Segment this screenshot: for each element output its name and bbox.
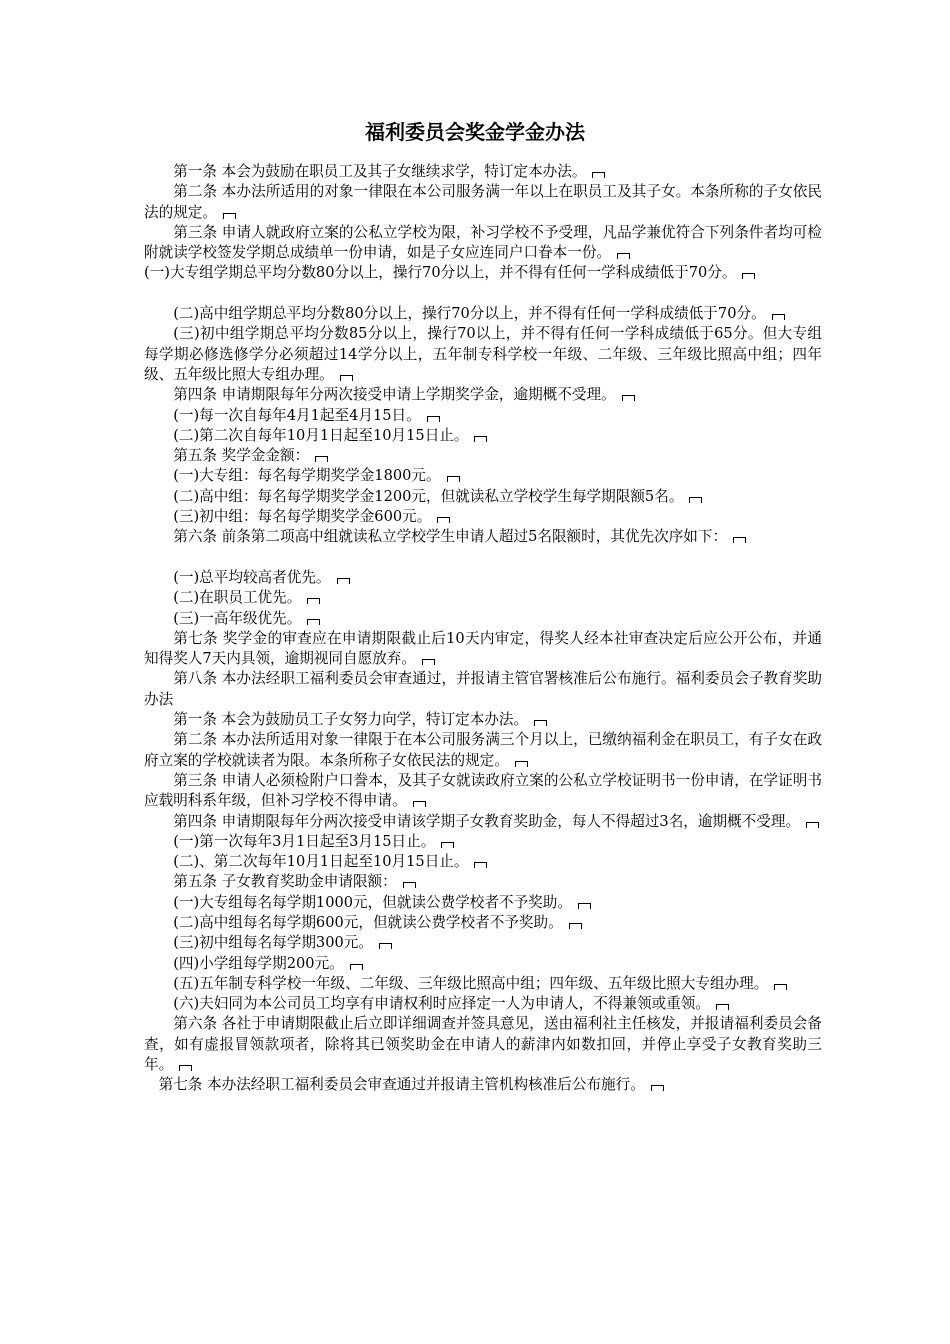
paragraph-text: 第一条 本会为鼓励在职员工及其子女继续求学，特订定本办法。 — [173, 163, 587, 180]
line-break-mark-icon — [716, 1004, 729, 1010]
paragraph — [144, 527, 822, 547]
line-break-mark-icon — [733, 537, 746, 543]
paragraph — [144, 588, 822, 608]
line-break-mark-icon — [806, 822, 819, 828]
line-break-mark-icon — [772, 314, 785, 320]
line-break-mark-icon — [447, 476, 460, 482]
paragraph — [144, 487, 822, 507]
line-break-mark-icon — [474, 862, 487, 868]
line-break-mark-icon — [617, 253, 630, 259]
line-break-mark-icon — [569, 923, 582, 929]
paragraph — [144, 182, 822, 223]
line-break-mark-icon — [340, 375, 353, 381]
line-break-mark-icon — [592, 172, 605, 178]
paragraph — [144, 304, 822, 324]
paragraph-text: (一)大专组每名每学期1000元，但就读公费学校者不予奖助。 — [173, 893, 572, 911]
paragraph — [144, 954, 822, 974]
line-break-mark-icon — [689, 497, 702, 503]
line-break-mark-icon — [337, 578, 350, 584]
paragraph — [144, 162, 822, 182]
line-break-mark-icon — [474, 436, 487, 442]
paragraph-text: 第六条 各社于申请期限截止后立即详细调查并签具意见，送由福利社主任核发，并报请福利委员会备查，如有虚报冒领款项者，除将其已领奖助金在申请人的薪津内如数扣回，并停止享受子女教育奖助三年。 — [144, 1015, 822, 1074]
paragraph-text: (二)高中组每名每学期600元，但就读公费学校者不予奖助。 — [173, 913, 563, 931]
paragraph-text: (三)一高年级优先。 — [173, 609, 302, 627]
paragraph — [144, 893, 822, 913]
paragraph — [144, 669, 822, 710]
paragraph-text: 第五条 子女教育奖助金申请限额： — [173, 873, 397, 891]
line-break-mark-icon — [427, 416, 440, 422]
paragraph-text: 第七条 奖学金的审查应在申请期限截止后10天内审定，得奖人经本社审查决定后应公开公布，并通知得奖人7天内具领，逾期视同自愿放弃。 — [144, 629, 822, 668]
paragraph — [144, 730, 822, 771]
paragraph — [144, 324, 822, 385]
line-break-mark-icon — [437, 517, 450, 523]
paragraph — [144, 568, 822, 588]
line-break-mark-icon — [179, 1065, 192, 1071]
paragraph-text: 第二条 本办法所适用对象一律限于在本公司服务满三个月以上，已缴纳福利金在职员工，有子女在政府立案的学校就读者为限。本条所称子女依民法的规定。 — [144, 731, 822, 769]
paragraph-text: 第三条 申请人必须检附户口誊本，及其子女就读政府立案的公私立学校证明书一份申请，在学证明书应载明科系年级，但补习学校不得申请。 — [144, 771, 822, 810]
paragraph-text: 第五条 奖学金金额： — [173, 447, 310, 465]
line-break-mark-icon — [515, 761, 528, 767]
paragraph-text: (五)五年制专科学校一年级、二年级、三年级比照高中组；四年级、五年级比照大专组办理。 — [173, 974, 769, 992]
paragraph — [144, 994, 822, 1014]
line-break-mark-icon — [651, 1085, 664, 1091]
paragraph — [144, 913, 822, 933]
paragraph-text: (二)在职员工优先。 — [173, 589, 302, 607]
paragraph — [144, 446, 822, 466]
line-break-mark-icon — [422, 659, 435, 665]
paragraph — [144, 1075, 822, 1095]
paragraph-text: (一)总平均较高者优先。 — [173, 568, 331, 586]
paragraph-text: 第二条 本办法所适用的对象一律限在本公司服务满一年以上在职员工及其子女。本条所称的子女依民法的规定。 — [144, 183, 822, 221]
line-break-mark-icon — [315, 456, 328, 462]
paragraph-text: (二)高中组学期总平均分数80分以上，操行70分以上，并不得有任何一学科成绩低于70分。 — [173, 305, 766, 323]
line-break-mark-icon — [307, 619, 320, 625]
line-break-mark-icon — [774, 984, 787, 990]
paragraph-text: (一)大专组：每名每学期奖学金1800元。 — [173, 467, 441, 485]
paragraph-text: 第八条 本办法经职工福利委员会审查通过，并报请主管官署核准后公布施行。福利委员会子教育奖助办法 — [144, 670, 822, 708]
paragraph-text: (一)每一次自每年4月1起至4月15日。 — [173, 406, 421, 424]
line-break-mark-icon — [534, 720, 547, 726]
paragraph-text: 第四条 申请期限每年分两次接受申请该学期子女教育奖助金，每人不得超过3名，逾期概不受理。 — [173, 812, 801, 830]
paragraph-text: 第三条 申请人就政府立案的公私立学校为限，补习学校不予受理，凡品学兼优符合下列条件者均可检附就读学校签发学期总成绩单一份申请，如是子女应连同户口眷本一份。 — [144, 223, 822, 262]
line-break-mark-icon — [441, 842, 454, 848]
line-break-mark-icon — [622, 395, 635, 401]
paragraph-text: (一)大专组学期总平均分数80分以上，操行70分以上，并不得有任何一学科成绩低于70分。 — [144, 264, 737, 282]
paragraph-text: (三)初中组学期总平均分数85分以上，操行70以上，并不得有任何一学科成绩低于65分。但大专组每学期必修选修学分必须超过14学分以上，五年制专科学校一年级、二年级、三年级比照高中组；四年级、五年级比照大专组办理。 — [144, 325, 822, 383]
paragraph — [144, 385, 822, 405]
paragraph — [144, 933, 822, 953]
paragraph — [144, 852, 822, 872]
line-break-mark-icon — [413, 801, 426, 807]
paragraph-text: 第七条 本办法经职工福利委员会审查通过并报请主管机构核准后公布施行。 — [158, 1076, 645, 1094]
paragraph-text: (二)高中组：每名每学期奖学金1200元，但就读私立学校学生每学期限额5名。 — [173, 487, 684, 505]
paragraph — [144, 629, 822, 670]
paragraph-text: (六)夫妇同为本公司员工均享有申请权利时应择定一人为申请人，不得兼领或重领。 — [173, 995, 710, 1013]
paragraph — [144, 406, 822, 426]
line-break-mark-icon — [379, 943, 392, 949]
paragraph — [144, 263, 822, 283]
line-break-mark-icon — [350, 964, 363, 970]
line-break-mark-icon — [223, 213, 236, 219]
line-break-mark-icon — [578, 903, 591, 909]
paragraph-text: (二)第二次自每年10月1日起至10月15日止。 — [173, 426, 469, 444]
paragraph — [144, 812, 822, 832]
document-title: 福利委员会奖金学金办法 — [365, 120, 585, 144]
paragraph-text: (四)小学组每学期200元。 — [173, 954, 344, 972]
paragraph — [144, 1014, 822, 1075]
paragraph — [144, 466, 822, 486]
paragraph — [144, 974, 822, 994]
paragraph-text: (一)第一次每年3月1日起至3月15日止。 — [173, 832, 436, 850]
paragraph — [144, 872, 822, 892]
paragraph — [144, 609, 822, 629]
paragraph-text: (二)、第二次每年10月1日起至10月15日止。 — [173, 853, 469, 871]
paragraph — [144, 426, 822, 446]
paragraph-text: 第六条 前条第二项高中组就读私立学校学生申请人超过5名限额时，其优先次序如下： — [173, 528, 728, 546]
paragraph-text: 第一条 本会为鼓励员工子女努力向学，特订定本办法。 — [173, 711, 529, 729]
line-break-mark-icon — [742, 273, 755, 279]
paragraph — [144, 832, 822, 852]
paragraph-text: 第四条 申请期限每年分两次接受申请上学期奖学金，逾期概不受理。 — [173, 386, 616, 404]
document-body — [144, 162, 822, 1096]
paragraph — [144, 710, 822, 730]
paragraph-text: (三)初中组：每名每学期奖学金600元。 — [173, 508, 432, 526]
paragraph — [144, 771, 822, 812]
paragraph-text: (三)初中组每名每学期300元。 — [173, 934, 373, 952]
line-break-mark-icon — [403, 882, 416, 888]
paragraph — [144, 223, 822, 264]
paragraph — [144, 507, 822, 527]
line-break-mark-icon — [307, 598, 320, 604]
